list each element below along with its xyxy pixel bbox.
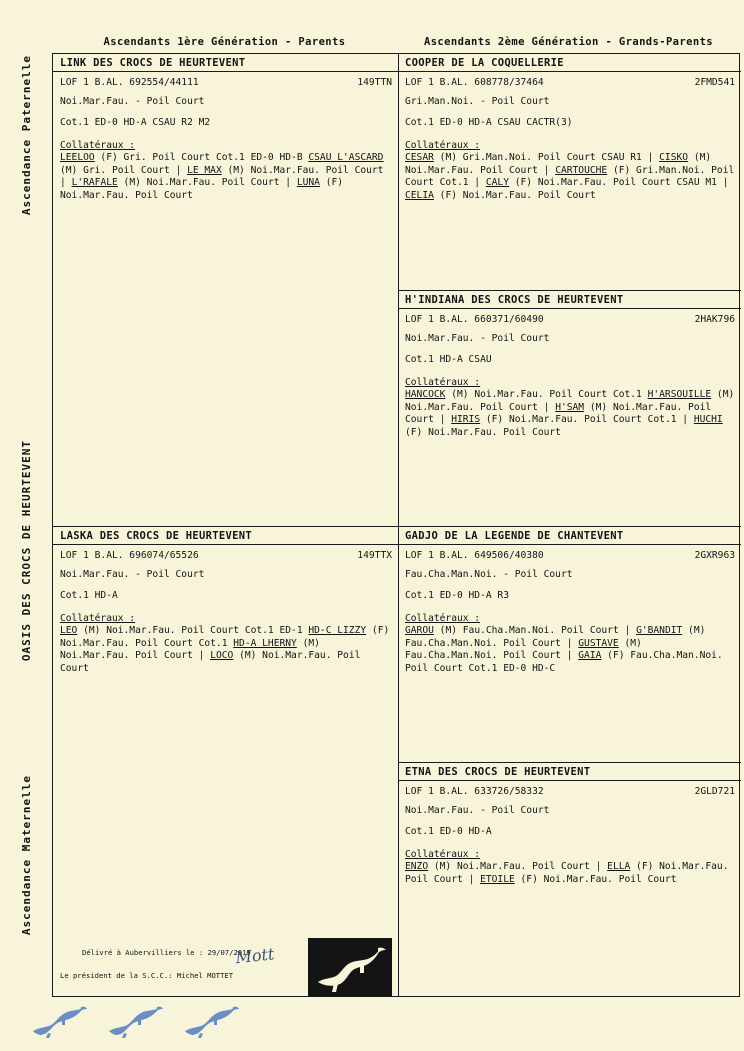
- maternal-grandfather-cotation: Cot.1 ED-0 HD-A R3: [405, 590, 509, 601]
- paternal-grandmother-collateraux: HANCOCK (M) Noi.Mar.Fau. Poil Court Cot.1 H'ARSOUILLE (M) Noi.Mar.Fau. Poil Court | H'SAM (M) Noi.Mar.Fau. Poil Court | HIRIS (F) Noi.Mar.Fau. Poil Court Cot.1 | HUCHI (F) Noi.Mar.Fau. Poil Court: [405, 389, 735, 438]
- father-lof: LOF 1 B.AL. 692554/44111: [60, 77, 199, 88]
- father-collateraux: LEELOO (F) Gri. Poil Court Cot.1 ED-0 HD-B CSAU L'ASCARD (M) Gri. Poil Court | LE MAX (M) Noi.Mar.Fau. Poil Court | L'RAFALE (M) Noi.Mar.Fau. Poil Court | LUNA (F) Noi.Mar.Fau. Poil Court: [60, 152, 384, 201]
- cell-mother[interactable]: [53, 526, 398, 998]
- running-dog-icon: [182, 1005, 240, 1039]
- paternal-grandfather-lof: LOF 1 B.AL. 608778/37464: [405, 77, 544, 88]
- maternal-grandmother-lof-row: [405, 786, 735, 797]
- father-collateraux-label: Collatéraux :: [60, 140, 136, 151]
- paternal-grandmother-lof: LOF 1 B.AL. 660371/60490: [405, 314, 544, 325]
- column-header-generation-2: Ascendants 2ème Génération - Grands-Parents: [423, 36, 714, 48]
- maternal-grandmother-lof: LOF 1 B.AL. 633726/58332: [405, 786, 544, 797]
- column-header-generation-1: Ascendants 1ère Génération - Parents: [103, 36, 346, 48]
- maternal-grandmother-code: 2GLD721: [694, 786, 735, 797]
- paternal-grandfather-lof-row: [405, 77, 735, 88]
- running-dog-icon: [106, 1005, 164, 1039]
- paternal-grandmother-name: H'INDIANA DES CROCS DE HEURTEVENT: [398, 294, 741, 309]
- mother-lof: LOF 1 B.AL. 696074/65526: [60, 550, 199, 561]
- scc-logo-dog-icon: [308, 938, 392, 996]
- vertical-label-paternal: [0, 55, 52, 285]
- maternal-grandmother-collateraux-label: Collatéraux :: [405, 849, 481, 860]
- paternal-grandmother-collateraux-label: Collatéraux :: [405, 377, 481, 388]
- running-dog-icon: [30, 1005, 88, 1039]
- paternal-grandfather-code: 2FMD541: [694, 77, 735, 88]
- maternal-grandmother-cotation: Cot.1 ED-0 HD-A: [405, 826, 492, 837]
- paternal-grandfather-robe: Gri.Man.Noi. - Poil Court: [405, 96, 550, 107]
- mother-lof-row: [60, 550, 392, 561]
- delivery-statement: Délivré à Aubervilliers le : 29/07/2019: [82, 948, 251, 957]
- maternal-grandfather-robe: Fau.Cha.Man.Noi. - Poil Court: [405, 569, 573, 580]
- maternal-grandmother-collateraux: ENZO (M) Noi.Mar.Fau. Poil Court | ELLA (F) Noi.Mar.Fau. Poil Court | ETOILE (F) Noi.Mar.Fau. Poil Court: [405, 861, 729, 885]
- cell-maternal-grandfather[interactable]: [398, 526, 741, 762]
- paternal-grandfather-cotation: Cot.1 ED-0 HD-A CSAU CACTR(3): [405, 117, 573, 128]
- father-cotation: Cot.1 ED-0 HD-A CSAU R2 M2: [60, 117, 211, 128]
- bottom-decoration: [30, 1005, 250, 1041]
- vertical-label-maternal: [0, 775, 52, 995]
- president-statement: Le président de la S.C.C.: Michel MOTTET: [60, 971, 234, 980]
- mother-name: LASKA DES CROCS DE HEURTEVENT: [53, 530, 398, 545]
- paternal-grandmother-cotation: Cot.1 HD-A CSAU: [405, 354, 492, 365]
- vertical-label-paternal-text: Ascendance Paternelle: [19, 55, 33, 216]
- maternal-grandfather-lof: LOF 1 B.AL. 649506/40380: [405, 550, 544, 561]
- mother-code: 149TTX: [357, 550, 392, 561]
- paternal-grandmother-robe: Noi.Mar.Fau. - Poil Court: [405, 333, 550, 344]
- signature: Mott: [234, 944, 276, 968]
- paternal-grandfather-collateraux: CESAR (M) Gri.Man.Noi. Poil Court CSAU R1 | CISKO (M) Noi.Mar.Fau. Poil Court | CARTOUCHE (F) Gri.Man.Noi. Poil Court Cot.1 | CALY (F) Noi.Mar.Fau. Poil Court CSAU M1 | CELIA (F) Noi.Mar.Fau. Poil Court: [405, 152, 735, 201]
- mother-collateraux-label: Collatéraux :: [60, 613, 136, 624]
- maternal-grandfather-lof-row: [405, 550, 735, 561]
- paternal-grandmother-lof-row: [405, 314, 735, 325]
- cell-maternal-grandmother[interactable]: [398, 762, 741, 998]
- father-robe: Noi.Mar.Fau. - Poil Court: [60, 96, 205, 107]
- scc-logo: [308, 938, 392, 996]
- paternal-grandfather-collateraux-label: Collatéraux :: [405, 140, 481, 151]
- vertical-label-subject: [0, 440, 52, 660]
- maternal-grandfather-collateraux-label: Collatéraux :: [405, 613, 481, 624]
- cell-father[interactable]: [53, 54, 398, 526]
- mother-cotation: Cot.1 HD-A: [60, 590, 118, 601]
- maternal-grandfather-name: GADJO DE LA LEGENDE DE CHANTEVENT: [398, 530, 741, 545]
- father-lof-row: [60, 77, 392, 88]
- vertical-label-subject-text: OASIS DES CROCS DE HEURTEVENT: [19, 440, 33, 662]
- maternal-grandfather-code: 2GXR963: [694, 550, 735, 561]
- maternal-grandfather-collateraux: GAROU (M) Fau.Cha.Man.Noi. Poil Court | G'BANDIT (M) Fau.Cha.Man.Noi. Poil Court | GUSTAVE (M) Fau.Cha.Man.Noi. Poil Court | GAIA (F) Fau.Cha.Man.Noi. Poil Court Cot.1 ED-0 HD-C: [405, 625, 723, 674]
- paternal-grandfather-name: COOPER DE LA COQUELLERIE: [398, 57, 741, 72]
- father-code: 149TTN: [357, 77, 392, 88]
- vertical-label-maternal-text: Ascendance Maternelle: [19, 775, 33, 936]
- maternal-grandmother-name: ETNA DES CROCS DE HEURTEVENT: [398, 766, 741, 781]
- mother-collateraux: LEO (M) Noi.Mar.Fau. Poil Court Cot.1 ED-1 HD-C LIZZY (F) Noi.Mar.Fau. Poil Court Cot.1 HD-A LHERNY (M) Noi.Mar.Fau. Poil Court | LOCO (M) Noi.Mar.Fau. Poil Court: [60, 625, 390, 674]
- maternal-grandmother-robe: Noi.Mar.Fau. - Poil Court: [405, 805, 550, 816]
- cell-paternal-grandfather[interactable]: [398, 54, 741, 290]
- cell-paternal-grandmother[interactable]: [398, 290, 741, 526]
- father-name: LINK DES CROCS DE HEURTEVENT: [53, 57, 398, 72]
- mother-robe: Noi.Mar.Fau. - Poil Court: [60, 569, 205, 580]
- column-headers: [52, 36, 740, 54]
- paternal-grandmother-code: 2HAK796: [694, 314, 735, 325]
- pedigree-grid: [52, 53, 740, 997]
